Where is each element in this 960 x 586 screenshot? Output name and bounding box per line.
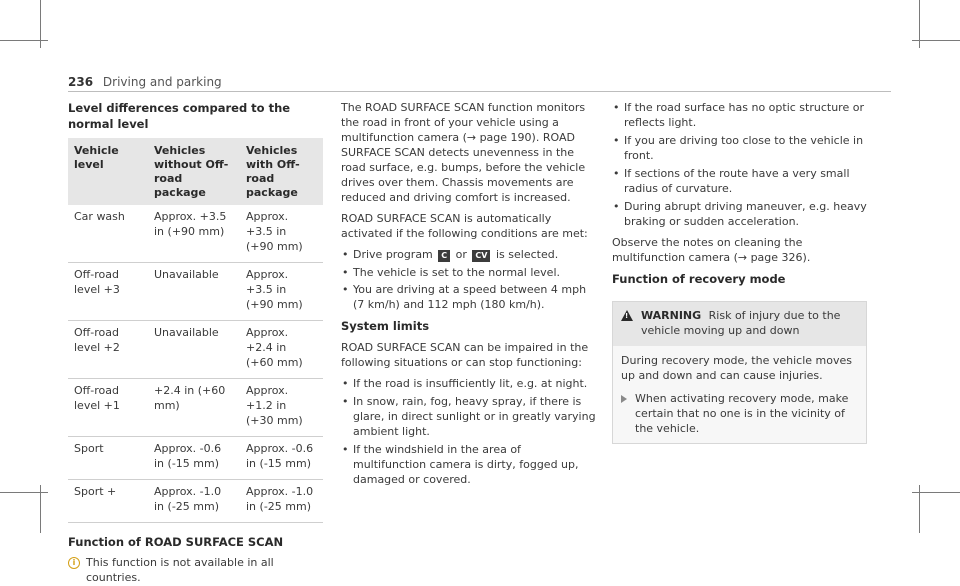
paragraph: ROAD SURFACE SCAN is automatically activated if the following conditions are met: bbox=[341, 211, 588, 240]
column-left bbox=[68, 101, 323, 586]
warning-header-text: Risk of injury due to the vehicle moving up and down bbox=[641, 309, 841, 338]
list-item: • In snow, rain, fog, heavy spray, if there is glare, in direct sunlight or in greatly varying ambient light. bbox=[341, 395, 596, 440]
table-cell: Off-road level +3 bbox=[68, 263, 148, 321]
list-item: • You are driving at a speed between 4 mph (7 km/h) and 112 mph (180 km/h). bbox=[341, 283, 596, 313]
function-heading: Function of ROAD SURFACE SCAN bbox=[68, 534, 284, 549]
list-item-text: is selected. bbox=[495, 247, 559, 261]
list-item: • The vehicle is set to the normal level. bbox=[341, 266, 596, 281]
list-item: • If the road is insufficiently lit, e.g. at night. bbox=[341, 377, 596, 392]
table-row bbox=[68, 320, 323, 378]
table-cell: Off-road level +1 bbox=[68, 378, 148, 436]
table-header-cell: Vehicles with Off-road package bbox=[240, 138, 323, 205]
table-row bbox=[68, 263, 323, 321]
table-cell: Unavailable bbox=[148, 320, 240, 378]
recovery-heading: Function of recovery mode bbox=[612, 271, 786, 286]
warning-body-text: During recovery mode, the vehicle moves up and down and can cause injuries. bbox=[621, 354, 852, 383]
table-cell: Approx. +3.5 in (+90 mm) bbox=[240, 263, 323, 321]
level-table bbox=[68, 138, 323, 522]
warning-triangle-icon: ! bbox=[621, 310, 633, 321]
paragraph: Observe the notes on cleaning the multifunction camera (→ page 326). bbox=[612, 235, 811, 264]
paragraph: ROAD SURFACE SCAN can be impaired in the following situations or can stop functioning: bbox=[341, 341, 589, 369]
warning-header bbox=[613, 302, 866, 346]
table-cell: Sport bbox=[68, 436, 148, 479]
table-cell: Off-road level +2 bbox=[68, 320, 148, 378]
limits-list-continued bbox=[612, 101, 867, 230]
table-cell: Unavailable bbox=[148, 263, 240, 321]
table-title: Level differences compared to the normal level bbox=[68, 101, 291, 131]
crop-mark bbox=[912, 492, 960, 493]
table-cell: Approx. +3.5 in (+90 mm) bbox=[148, 205, 240, 262]
header-rule bbox=[68, 91, 891, 92]
info-icon: i bbox=[68, 557, 80, 569]
table-cell: Approx. -1.0 in (-25 mm) bbox=[240, 479, 323, 522]
list-item: • If sections of the route have a very small radius of curvature. bbox=[612, 167, 867, 197]
warning-box bbox=[612, 301, 867, 444]
table-cell: Approx. -0.6 in (-15 mm) bbox=[148, 436, 240, 479]
step-arrow-icon bbox=[621, 395, 627, 403]
table-header-row bbox=[68, 138, 323, 205]
crop-mark bbox=[0, 492, 48, 493]
availability-note bbox=[68, 556, 323, 586]
list-item-text: or bbox=[455, 247, 467, 261]
page-header bbox=[68, 74, 222, 90]
conditions-list bbox=[341, 248, 596, 314]
section-title: Driving and parking bbox=[102, 75, 222, 89]
list-item-text: Drive program bbox=[353, 247, 433, 261]
warning-step-text: When activating recovery mode, make certain that no one is in the vicinity of the vehicle. bbox=[635, 391, 849, 435]
drive-program-c-icon: C bbox=[438, 250, 450, 262]
column-right bbox=[612, 101, 867, 444]
warning-title: WARNING bbox=[641, 309, 702, 323]
table-cell: Sport + bbox=[68, 479, 148, 522]
list-item: • During abrupt driving maneuver, e.g. heavy braking or sudden acceleration. bbox=[612, 200, 867, 230]
list-item: • If the windshield in the area of multifunction camera is dirty, fogged up, damaged or covered. bbox=[341, 443, 596, 488]
table-row bbox=[68, 436, 323, 479]
table-row bbox=[68, 205, 323, 262]
table-cell: Approx. -1.0 in (-25 mm) bbox=[148, 479, 240, 522]
column-middle bbox=[341, 101, 596, 494]
paragraph: The ROAD SURFACE SCAN function monitors the road in front of your vehicle using a multifunction camera (→ page 190). ROAD SURFACE SCAN detects unevenness in the road surface, e.g. bumps, before the vehicle drives over them. Chassis movements are reduced and driving comfort is increased. bbox=[341, 101, 586, 204]
table-cell: +2.4 in (+60 mm) bbox=[148, 378, 240, 436]
note-text: This function is not available in all countries. bbox=[86, 556, 274, 585]
page-number: 236 bbox=[68, 75, 94, 89]
warning-step bbox=[621, 392, 858, 437]
drive-program-cv-icon: CV bbox=[472, 250, 490, 262]
crop-mark bbox=[912, 40, 960, 41]
table-row bbox=[68, 479, 323, 522]
table-header-cell: Vehicles without Off-road package bbox=[148, 138, 240, 205]
table-header-cell: Vehicle level bbox=[68, 138, 148, 205]
limits-heading: System limits bbox=[341, 319, 430, 334]
table-row bbox=[68, 378, 323, 436]
table-cell: Approx. +3.5 in (+90 mm) bbox=[240, 205, 323, 262]
table-cell: Approx. -0.6 in (-15 mm) bbox=[240, 436, 323, 479]
list-item: • If the road surface has no optic structure or reflects light. bbox=[612, 101, 867, 131]
table-cell: Approx. +1.2 in (+30 mm) bbox=[240, 378, 323, 436]
limits-list bbox=[341, 377, 596, 488]
list-item bbox=[341, 248, 596, 263]
crop-mark bbox=[0, 40, 48, 41]
list-item: • If you are driving too close to the vehicle in front. bbox=[612, 134, 867, 164]
table-cell: Approx. +2.4 in (+60 mm) bbox=[240, 320, 323, 378]
table-cell: Car wash bbox=[68, 205, 148, 262]
warning-body bbox=[613, 346, 866, 443]
